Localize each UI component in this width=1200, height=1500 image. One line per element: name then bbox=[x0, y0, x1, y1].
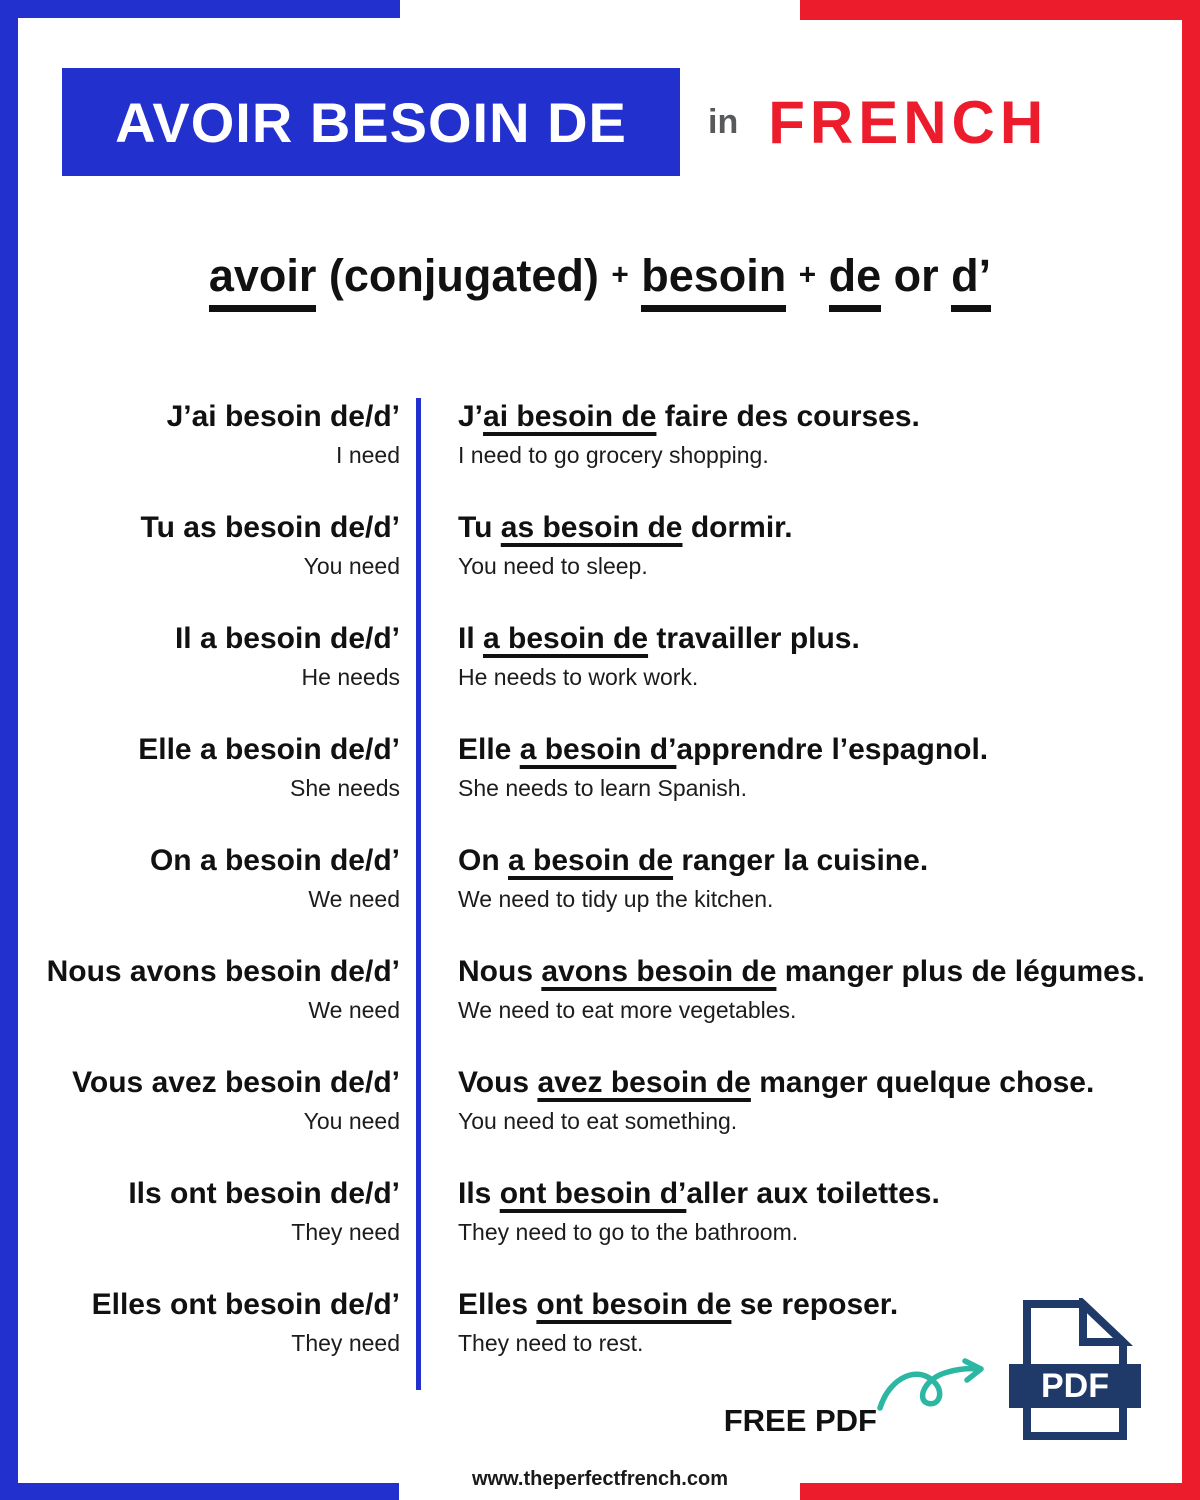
pdf-icon-label: PDF bbox=[1041, 1367, 1109, 1405]
page-title: AVOIR BESOIN DE bbox=[115, 90, 627, 154]
pronoun-french: On a besoin de/d’ bbox=[149, 844, 400, 877]
pronoun-english: She needs bbox=[290, 775, 400, 801]
example-sentence: Il a besoin de travailler plus. bbox=[458, 622, 860, 655]
example-sentence: Tu as besoin de dormir. bbox=[458, 511, 793, 544]
example-sentence: Ils ont besoin d’aller aux toilettes. bbox=[458, 1177, 940, 1210]
formula-conjugated: (conjugated) bbox=[316, 250, 612, 301]
title-box bbox=[62, 68, 680, 176]
curly-arrow-icon bbox=[876, 1358, 1000, 1418]
pronoun-english: You need bbox=[303, 1108, 400, 1134]
underlined-phrase: avons besoin de bbox=[541, 955, 777, 988]
pronoun-english: He needs bbox=[301, 664, 400, 690]
table-row bbox=[18, 731, 1182, 842]
pronoun-english: We need bbox=[308, 997, 400, 1023]
pronoun-english: They need bbox=[291, 1330, 400, 1356]
example-translation: You need to sleep. bbox=[458, 553, 648, 579]
pronoun-english: They need bbox=[291, 1219, 400, 1245]
pronoun-english: We need bbox=[308, 886, 400, 912]
table-row bbox=[18, 509, 1182, 620]
formula-or: or bbox=[881, 250, 952, 301]
pronoun-french: Elles ont besoin de/d’ bbox=[91, 1288, 400, 1321]
underlined-phrase: avez besoin de bbox=[537, 1066, 751, 1099]
table-row bbox=[18, 953, 1182, 1064]
formula-de: de bbox=[829, 250, 882, 312]
pdf-file-icon bbox=[1009, 1298, 1141, 1442]
plus-sign: + bbox=[798, 258, 817, 292]
example-translation: She needs to learn Spanish. bbox=[458, 775, 747, 801]
example-sentence: Vous avez besoin de manger quelque chose. bbox=[458, 1066, 1095, 1099]
frame-top-left-bar bbox=[0, 0, 400, 18]
example-sentence: Elle a besoin d’apprendre l’espagnol. bbox=[458, 733, 989, 766]
free-pdf-label: FREE PDF bbox=[723, 1403, 877, 1438]
pronoun-french: J’ai besoin de/d’ bbox=[166, 400, 400, 433]
underlined-phrase: ai besoin de bbox=[483, 400, 657, 433]
example-translation: I need to go grocery shopping. bbox=[458, 442, 769, 468]
example-translation: They need to rest. bbox=[458, 1330, 644, 1356]
frame-right-bar bbox=[1182, 0, 1200, 1500]
formula-d-apostrophe: d’ bbox=[951, 250, 991, 312]
example-sentence: Elles ont besoin de se reposer. bbox=[458, 1288, 899, 1321]
pronoun-french: Tu as besoin de/d’ bbox=[140, 511, 400, 544]
underlined-phrase: ont besoin d’ bbox=[499, 1177, 687, 1210]
title-connector: in bbox=[708, 102, 739, 141]
formula-line bbox=[18, 250, 1182, 302]
pronoun-french: Nous avons besoin de/d’ bbox=[46, 955, 400, 988]
pronoun-french: Elle a besoin de/d’ bbox=[138, 733, 400, 766]
underlined-phrase: ont besoin de bbox=[536, 1288, 732, 1321]
table-row bbox=[18, 620, 1182, 731]
table-row bbox=[18, 1286, 1182, 1397]
example-translation: We need to eat more vegetables. bbox=[458, 997, 797, 1023]
pronoun-english: I need bbox=[336, 442, 400, 468]
formula-avoir: avoir bbox=[209, 250, 317, 312]
table-row bbox=[18, 1175, 1182, 1286]
formula-besoin: besoin bbox=[641, 250, 786, 312]
example-translation: They need to go to the bathroom. bbox=[458, 1219, 799, 1245]
title-language: FRENCH bbox=[768, 88, 1049, 156]
example-sentence: Nous avons besoin de manger plus de légumes. bbox=[458, 955, 1145, 988]
pronoun-french: Vous avez besoin de/d’ bbox=[72, 1066, 400, 1099]
pronoun-french: Ils ont besoin de/d’ bbox=[128, 1177, 400, 1210]
plus-sign: + bbox=[611, 258, 629, 292]
example-translation: You need to eat something. bbox=[458, 1108, 738, 1134]
table-row bbox=[18, 1064, 1182, 1175]
frame-top-right-bar bbox=[800, 0, 1200, 20]
conjugation-table bbox=[18, 398, 1182, 1397]
example-translation: We need to tidy up the kitchen. bbox=[458, 886, 774, 912]
underlined-phrase: a besoin de bbox=[508, 844, 674, 877]
underlined-phrase: as besoin de bbox=[500, 511, 683, 544]
pronoun-french: Il a besoin de/d’ bbox=[174, 622, 400, 655]
underlined-phrase: a besoin d’ bbox=[519, 733, 677, 766]
header bbox=[62, 68, 1048, 176]
example-sentence: J’ai besoin de faire des courses. bbox=[458, 400, 920, 433]
example-translation: He needs to work work. bbox=[458, 664, 699, 690]
frame-left-bar bbox=[0, 0, 18, 1500]
website-url: www.theperfectfrench.com bbox=[472, 1468, 728, 1490]
underlined-phrase: a besoin de bbox=[483, 622, 649, 655]
pronoun-english: You need bbox=[303, 553, 400, 579]
table-row bbox=[18, 398, 1182, 509]
example-sentence: On a besoin de ranger la cuisine. bbox=[458, 844, 929, 877]
table-row bbox=[18, 842, 1182, 953]
